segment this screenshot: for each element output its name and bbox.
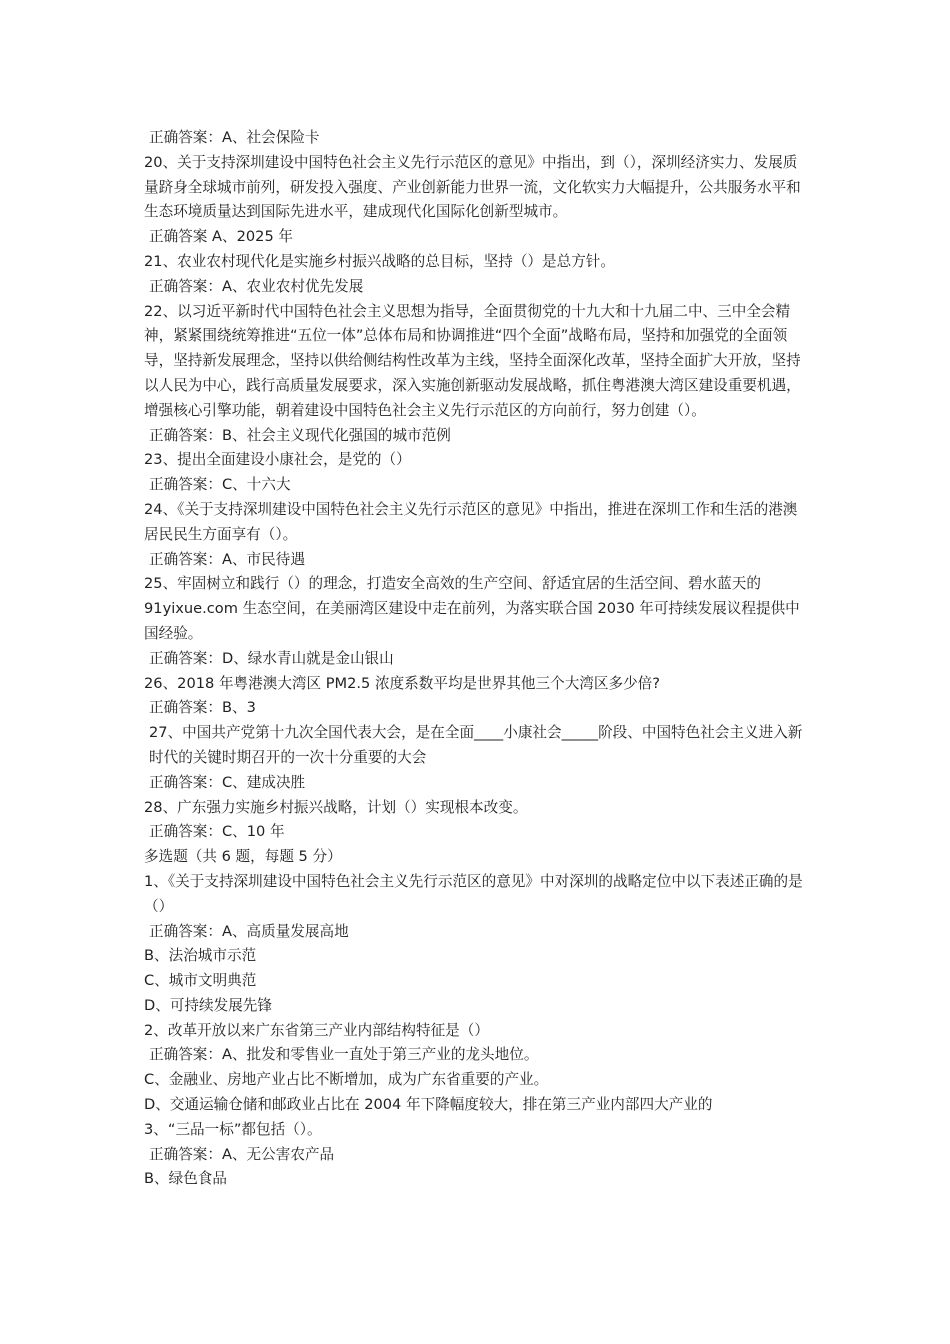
answer-line: 正确答案：A、市民待遇: [149, 550, 305, 568]
answer-line: 正确答案：C、建成决胜: [149, 773, 306, 791]
answer-line: 正确答案：D、绿水青山就是金山银山: [149, 649, 394, 667]
answer-line: 正确答案：A、批发和零售业一直处于第三产业的龙头地位。: [149, 1046, 539, 1064]
question-line: 26、2018 年粤港澳大湾区 PM2.5 浓度系数平均是世界其他三个大湾区多少倍?: [144, 674, 661, 692]
question-line: 27、中国共产党第十九次全国代表大会，是在全面____小康社会_____阶段、中国特色社会主义进入新时代的关键时期召开的一次十分重要的大会: [149, 724, 803, 766]
question-line: 25、牢固树立和践行（）的理念，打造安全高效的生产空间、舒适宜居的生活空间、碧水蓝天的91yixue.com 生态空间，在美丽湾区建设中走在前列，为落实联合国 2030 年可持续发展议程提供中国经验。: [144, 575, 800, 642]
document-body: [144, 126, 810, 1192]
option-line: D、交通运输仓储和邮政业占比在 2004 年下降幅度较大，排在第三产业内部四大产业的: [144, 1096, 713, 1114]
question-line: 3、“三品一标”都包括（）。: [144, 1120, 322, 1138]
answer-line: 正确答案：A、社会保险卡: [149, 129, 320, 146]
section-heading: 多选题（共 6 题，每题 5 分）: [144, 848, 342, 866]
question-line: 24、《关于支持深圳建设中国特色社会主义先行示范区的意见》中指出，推进在深圳工作和生活的港澳居民民生方面享有（）。: [144, 500, 798, 543]
question-line: 1、《关于支持深圳建设中国特色社会主义先行示范区的意见》中对深圳的战略定位中以下表述正确的是（）: [144, 872, 803, 915]
option-line: D、可持续发展先锋: [144, 996, 272, 1014]
question-line: 21、农业农村现代化是实施乡村振兴战略的总目标，坚持（）是总方针。: [144, 252, 615, 270]
option-line: B、法治城市示范: [144, 947, 257, 965]
question-line: 20、关于支持深圳建设中国特色社会主义先行示范区的意见》中指出，到（），深圳经济实力、发展质量跻身全球城市前列，研发投入强度、产业创新能力世界一流，文化软实力大幅提升，公共服务水平和生态环境质量达到国际先进水平，建成现代化国际化创新型城市。: [144, 153, 801, 221]
answer-line: 正确答案：C、10 年: [149, 823, 285, 841]
answer-line: 正确答案：B、3: [149, 699, 256, 717]
answer-line: 正确答案 A、2025 年: [149, 228, 293, 246]
answer-line: 正确答案：A、高质量发展高地: [149, 922, 349, 940]
answer-line: 正确答案：C、十六大: [149, 476, 291, 494]
option-line: C、城市文明典范: [144, 972, 257, 990]
question-line: 23、提出全面建设小康社会，是党的（）: [144, 451, 411, 469]
question-line: 2、改革开放以来广东省第三产业内部结构特征是（）: [144, 1021, 489, 1039]
answer-line: 正确答案：A、无公害农产品: [149, 1145, 335, 1163]
question-line: 22、以习近平新时代中国特色社会主义思想为指导，全面贯彻党的十九大和十九届二中、三中全会精神，紧紧围绕统筹推进“五位一体”总体布局和协调推进“四个全面”战略布局，坚持和加强党的全面领导，坚持新发展理念，坚持以供给侧结构性改革为主线，坚持全面深化改革，坚持全面扩大开放，坚持以人民为中心，践行高质量发展要求，深入实施创新驱动发展战略，抓住粤港澳大湾区建设重要机遇，增强核心引擎功能，朝着建设中国特色社会主义先行示范区的方向前行，努力创建（）。: [144, 302, 801, 419]
option-line: B、绿色食品: [144, 1170, 227, 1188]
answer-line: 正确答案：A、农业农村优先发展: [149, 277, 364, 295]
answer-line: 正确答案：B、社会主义现代化强国的城市范例: [149, 426, 451, 444]
question-line: 28、广东强力实施乡村振兴战略，计划（）实现根本改变。: [144, 798, 528, 816]
option-line: C、金融业、房地产业占比不断增加，成为广东省重要的产业。: [144, 1071, 549, 1089]
